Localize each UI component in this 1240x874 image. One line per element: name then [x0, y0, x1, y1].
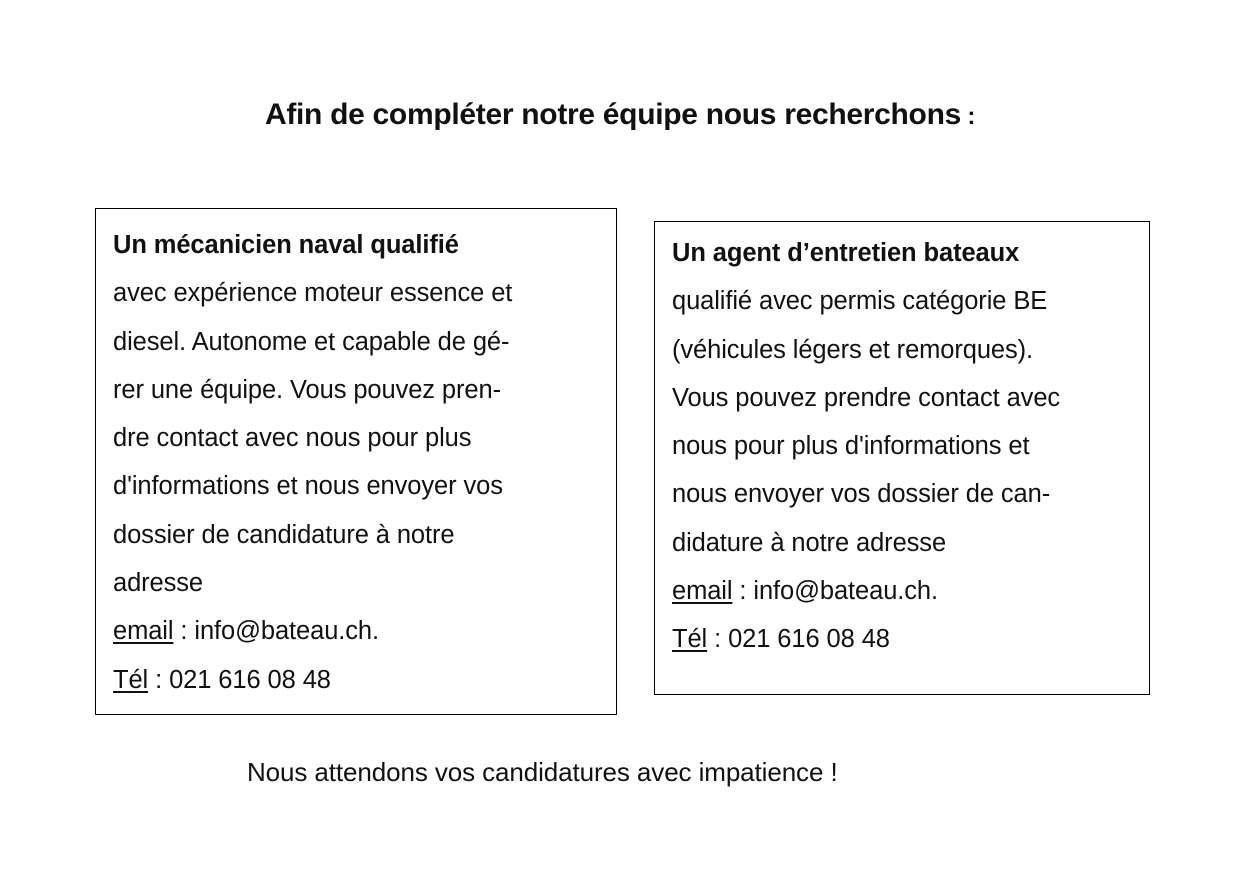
job-offer-body-line: diesel. Autonome et capable de gé- [113, 327, 510, 356]
job-offer-body-line: Vous pouvez prendre contact avec [672, 383, 1061, 412]
email-label: email [113, 617, 174, 646]
job-offer-mechanic [95, 208, 617, 715]
job-offer-body-line: adresse [113, 569, 204, 598]
phone-label: Tél [672, 625, 708, 654]
job-offer-body-line: didature à notre adresse [672, 528, 947, 557]
page-heading-colon: : [960, 103, 976, 130]
job-offer-title: Un agent d’entretien bateaux [672, 239, 1020, 267]
job-offer-title: Un mécanicien naval qualifié [113, 231, 459, 259]
job-offer-body-line: nous envoyer vos dossier de can- [672, 480, 1051, 509]
email-label: email [672, 577, 733, 606]
phone-number[interactable]: : 021 616 08 48 [148, 665, 331, 694]
email-line [672, 567, 1149, 615]
phone-line [113, 656, 616, 704]
phone-label: Tél [113, 665, 149, 694]
job-offer-body-line: dre contact avec nous pour plus [113, 424, 472, 453]
page-heading [0, 98, 1240, 132]
phone-line [672, 615, 1149, 663]
job-offer-body-line: rer une équipe. Vous pouvez pren- [113, 375, 501, 404]
job-offer-body-line: qualifié avec permis catégorie BE [672, 287, 1048, 316]
page-heading-text: Afin de compléter notre équipe nous recherchons [264, 98, 961, 131]
job-offer-body-line: (véhicules légers et remorques). [672, 335, 1034, 364]
closing-message: Nous attendons vos candidatures avec impatience ! [247, 757, 838, 787]
job-offer-body-line: avec expérience moteur essence et [113, 279, 513, 308]
job-offer-maintenance-agent [654, 221, 1150, 695]
job-offer-body-line: d'informations et nous envoyer vos [113, 472, 503, 501]
email-address[interactable]: : info@bateau.ch. [173, 617, 379, 646]
job-offer-body-line: dossier de candidature à notre [113, 520, 455, 549]
email-line [113, 607, 616, 655]
email-address[interactable]: : info@bateau.ch. [732, 577, 938, 606]
job-offer-body-line: nous pour plus d'informations et [672, 432, 1030, 461]
phone-number[interactable]: : 021 616 08 48 [707, 625, 890, 654]
